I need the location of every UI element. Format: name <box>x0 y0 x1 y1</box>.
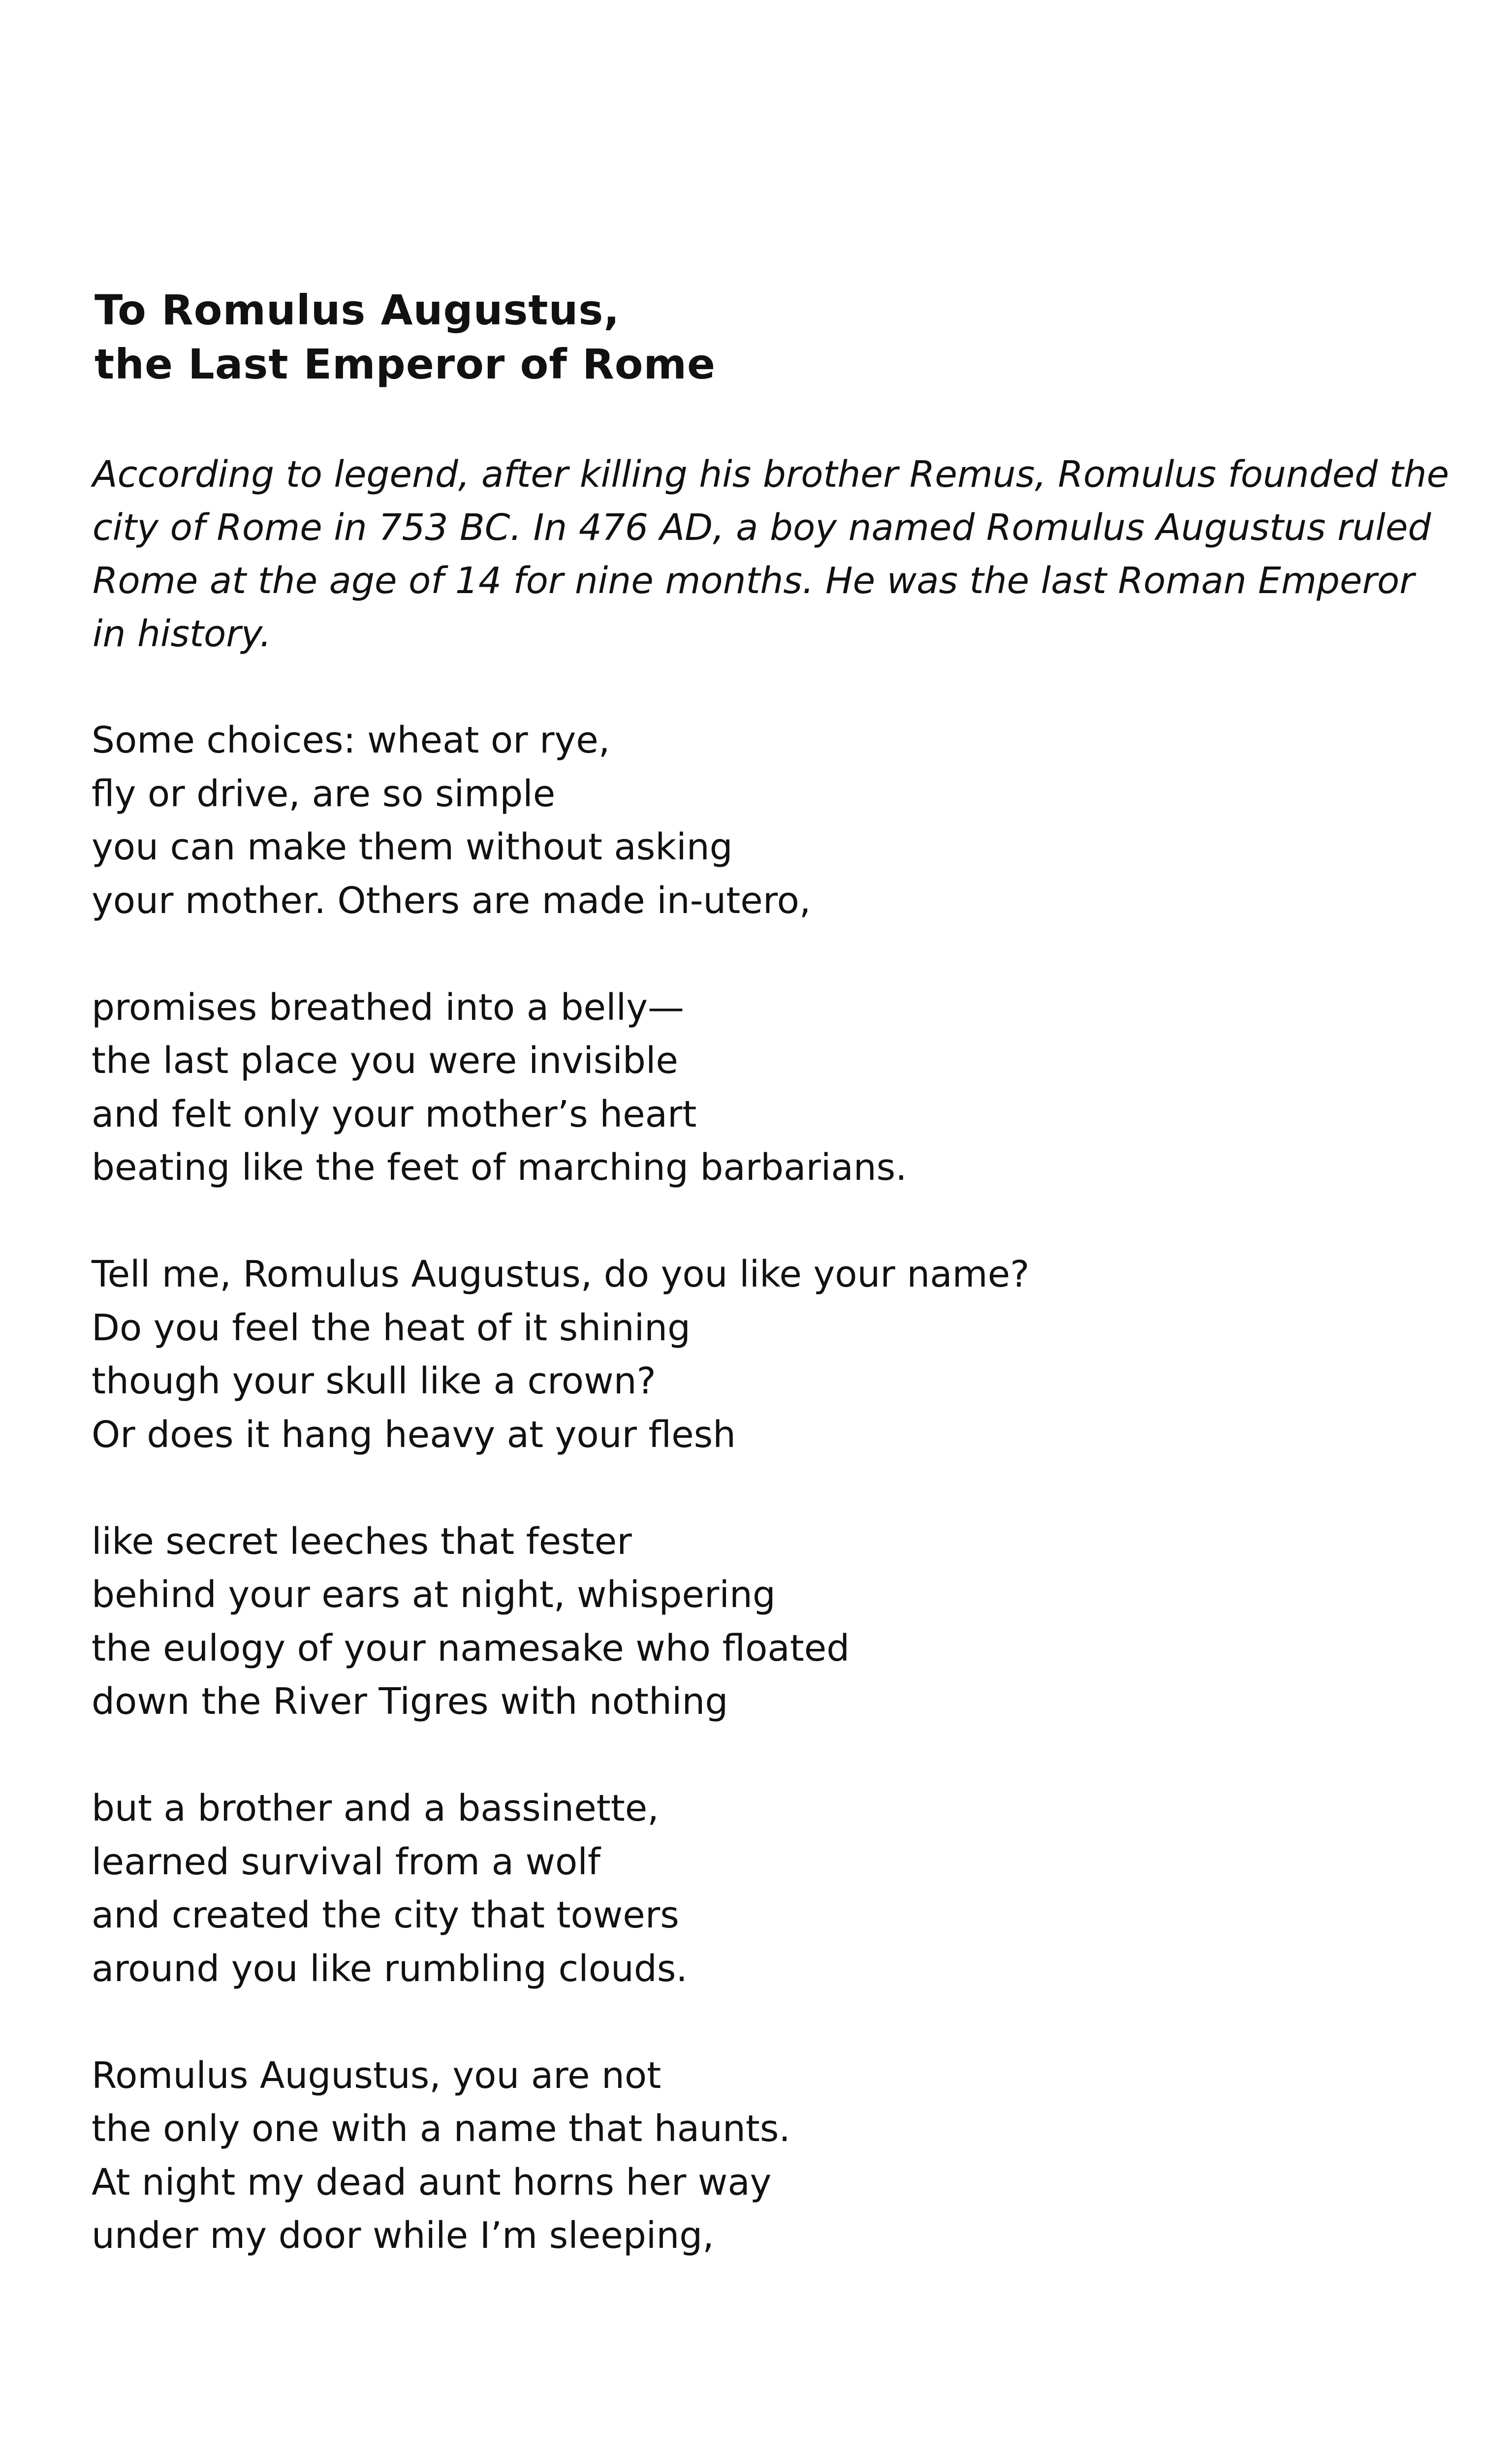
poem-line: under my door while I’m sleeping, <box>92 2214 714 2257</box>
poem-line: the only one with a name that haunts. <box>92 2108 790 2150</box>
poem-line: you can make them without asking <box>92 826 733 868</box>
stanza <box>92 714 1420 927</box>
stanza <box>92 1782 1420 1995</box>
poem-body <box>92 714 1420 2316</box>
poem-title-line: the Last Emperor of Rome <box>94 340 716 388</box>
poem-line: the eulogy of your namesake who floated <box>92 1627 850 1670</box>
poem-line: around you like rumbling clouds. <box>92 1947 688 1990</box>
poem-line: Tell me, Romulus Augustus, do you like your name? <box>92 1253 1030 1295</box>
poem-line: fly or drive, are so simple <box>92 772 556 815</box>
poem-line: beating like the feet of marching barbarians. <box>92 1146 907 1189</box>
poem-line: At night my dead aunt horns her way <box>92 2161 772 2204</box>
poem-line: Romulus Augustus, you are not <box>92 2054 662 2097</box>
poem-line: learned survival from a wolf <box>92 1840 600 1883</box>
stanza <box>92 1515 1420 1729</box>
poem-line: like secret leeches that fester <box>92 1520 632 1563</box>
stanza <box>92 2049 1420 2263</box>
stanza <box>92 981 1420 1195</box>
poem-title-line: To Romulus Augustus, <box>94 286 620 334</box>
epigraph-line: Rome at the age of 14 for nine months. He was the last Roman Emperor <box>93 560 1415 602</box>
epigraph <box>93 448 1449 661</box>
poem-line: promises breathed into a belly— <box>92 986 684 1029</box>
poem-line: down the River Tigres with nothing <box>92 1680 728 1723</box>
stanza <box>92 1248 1420 1461</box>
epigraph-line: According to legend, after killing his brother Remus, Romulus founded the <box>93 453 1449 496</box>
poem-title <box>94 283 1325 391</box>
poem-line: your mother. Others are made in-utero, <box>92 879 811 922</box>
poem-line: though your skull like a crown? <box>92 1360 656 1402</box>
poem-line: and felt only your mother’s heart <box>92 1093 697 1136</box>
poem-line: Some choices: wheat or rye, <box>92 719 610 761</box>
epigraph-line: in history. <box>93 613 272 655</box>
poem-line: the last place you were invisible <box>92 1040 678 1082</box>
epigraph-line: city of Rome in 753 BC. In 476 AD, a boy named Romulus Augustus ruled <box>93 506 1431 549</box>
poem-line: behind your ears at night, whispering <box>92 1574 776 1616</box>
poem-line: Or does it hang heavy at your flesh <box>92 1413 736 1456</box>
poem-line: and created the city that towers <box>92 1894 679 1936</box>
poem-line: but a brother and a bassinette, <box>92 1787 659 1830</box>
poem-line: Do you feel the heat of it shining <box>92 1306 691 1349</box>
